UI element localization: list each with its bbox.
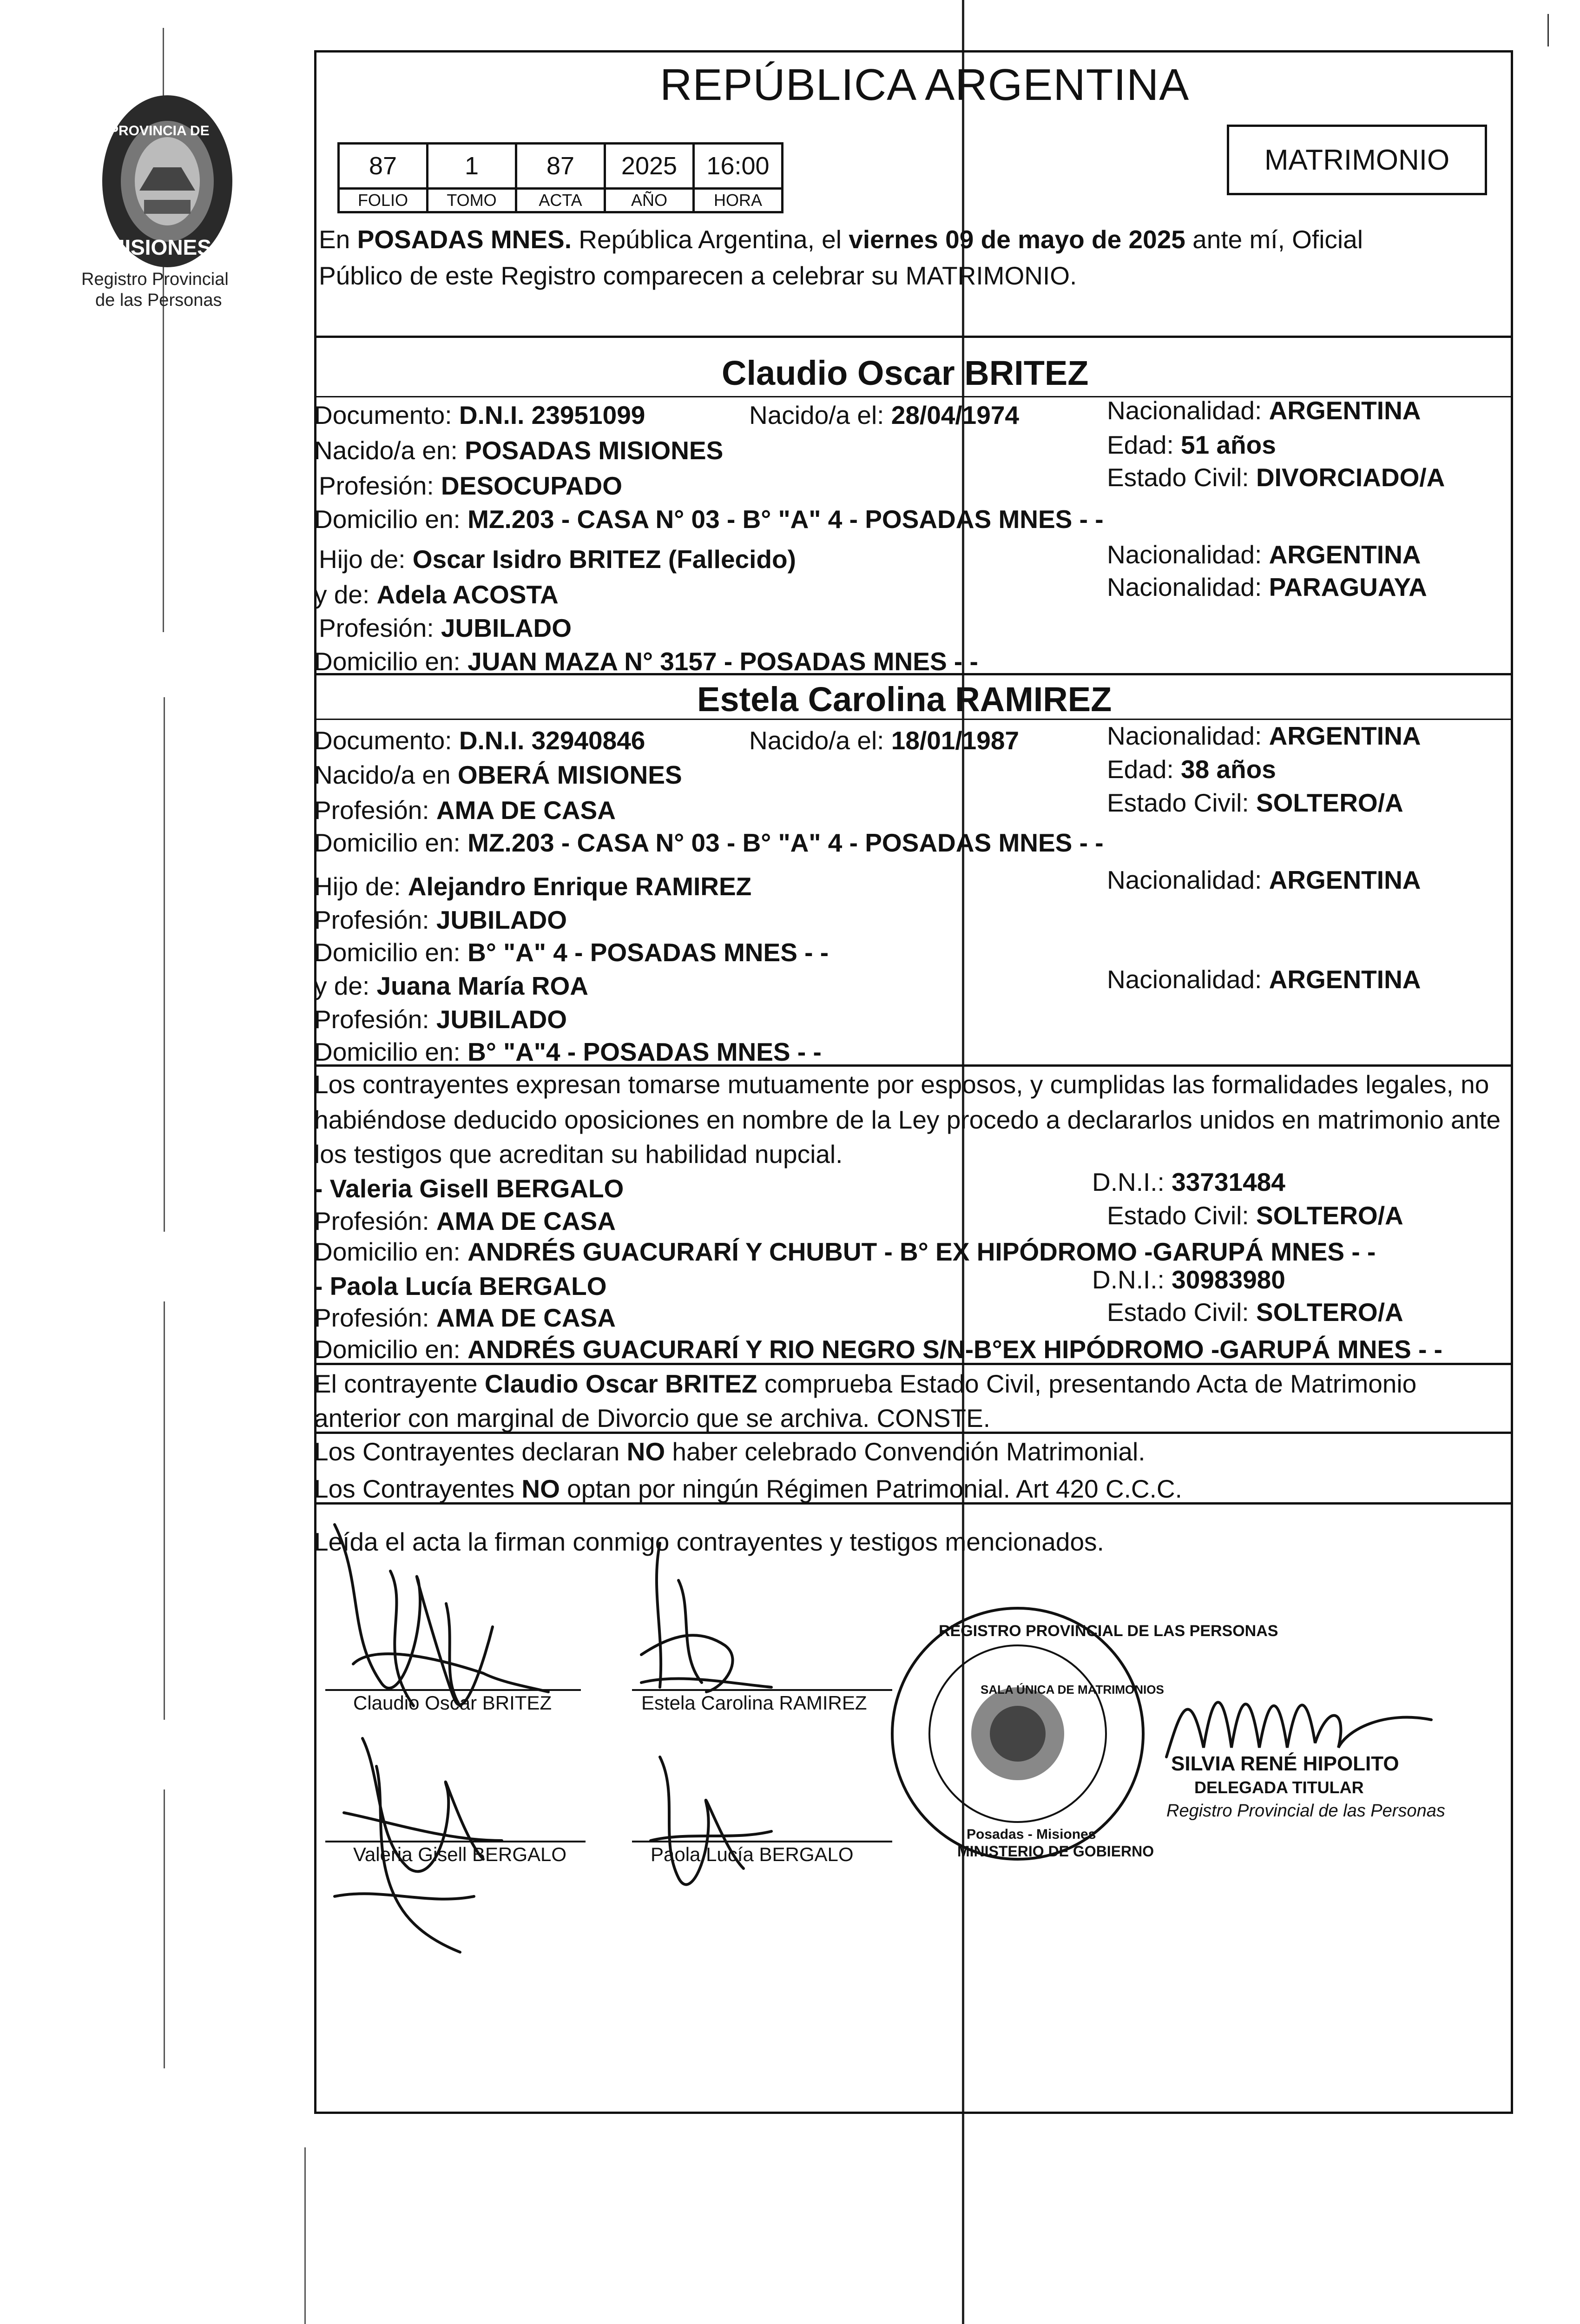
margin-line <box>304 2147 306 2324</box>
groom-father: Hijo de: Oscar Isidro BRITEZ (Fallecido) <box>319 545 796 574</box>
divider <box>314 1363 1513 1365</box>
officer-name: SILVIA RENÉ HIPOLITO <box>1171 1752 1399 1775</box>
divider <box>314 673 1513 675</box>
tomo-label: TOMO <box>428 189 516 212</box>
margin-line <box>164 1301 165 1720</box>
groom-mother: y de: Adela ACOSTA <box>314 580 559 609</box>
seal-caption-1: Registro Provincial <box>81 270 229 289</box>
intro-line-1: En POSADAS MNES. República Argentina, el viernes 09 de mayo de 2025 ante mí, Oficial <box>319 225 1363 254</box>
groom-nationality: Nacionalidad: ARGENTINA <box>1107 396 1421 425</box>
bride-father-nationality: Nacionalidad: ARGENTINA <box>1107 865 1421 894</box>
seal-caption-2: de las Personas <box>95 290 222 310</box>
witness-2-signature-label: Paola Lucía BERGALO <box>651 1843 854 1865</box>
bride-address: Domicilio en: MZ.203 - CASA N° 03 - B° "A" 4 - POSADAS MNES - - <box>314 828 1104 857</box>
witness-1-civil-status: Estado Civil: SOLTERO/A <box>1107 1201 1403 1230</box>
folio-label: FOLIO <box>339 189 428 212</box>
bride-nationality: Nacionalidad: ARGENTINA <box>1107 721 1421 750</box>
witness-2-dni: D.N.I.: 30983980 <box>1092 1265 1285 1294</box>
groom-signature-label: Claudio Oscar BRITEZ <box>353 1692 552 1714</box>
declaration-line-1: Los contrayentes expresan tomarse mutuamente por esposos, y cumplidas las formalidades legales, no <box>314 1070 1489 1099</box>
bride-signature-label: Estela Carolina RAMIREZ <box>641 1692 867 1714</box>
witness-2-civil-status: Estado Civil: SOLTERO/A <box>1107 1298 1403 1327</box>
bride-mother-profession: Profesión: JUBILADO <box>314 1005 567 1034</box>
convention-line-2: Los Contrayentes NO optan por ningún Régimen Patrimonial. Art 420 C.C.C. <box>314 1474 1182 1503</box>
registry-seal-bottom-text: MINISTERIO DE GOBIERNO <box>957 1843 1154 1860</box>
convention-line-1: Los Contrayentes declaran NO haber celebrado Convención Matrimonial. <box>314 1437 1146 1466</box>
registry-seal-city: Posadas - Misiones <box>967 1827 1096 1842</box>
bride-civil-status: Estado Civil: SOLTERO/A <box>1107 788 1403 817</box>
anio-label: AÑO <box>605 189 694 212</box>
witness-2-address: Domicilio en: ANDRÉS GUACURARÍ Y RIO NEGRO S/N-B°EX HIPÓDROMO -GARUPÁ MNES - - <box>314 1335 1442 1364</box>
bride-birthplace: Nacido/a en OBERÁ MISIONES <box>314 760 682 789</box>
folio-value: 87 <box>339 144 428 189</box>
civil-status-note-line-1: El contrayente Claudio Oscar BRITEZ comprueba Estado Civil, presentando Acta de Matrimonio <box>314 1369 1417 1398</box>
bride-mother-nationality: Nacionalidad: ARGENTINA <box>1107 965 1421 994</box>
hora-label: HORA <box>694 189 783 212</box>
registry-seal <box>888 1604 1148 1864</box>
acta-label: ACTA <box>516 189 605 212</box>
groom-doc: Documento: D.N.I. 23951099 <box>314 401 645 429</box>
document-title: REPÚBLICA ARGENTINA <box>660 60 1190 110</box>
closing-statement: Leída el acta la firman conmigo contrayentes y testigos mencionados. <box>314 1527 1104 1556</box>
seal-left-bottom: MISIONES <box>107 235 211 259</box>
seal-left-title: PROVINCIA DE <box>109 123 210 139</box>
witness-1-profession: Profesión: AMA DE CASA <box>314 1207 616 1235</box>
bride-doc: Documento: D.N.I. 32940846 <box>314 726 645 755</box>
handwritten-signatures <box>307 1487 911 1999</box>
tomo-value: 1 <box>428 144 516 189</box>
witness-2-profession: Profesión: AMA DE CASA <box>314 1303 616 1332</box>
witness-2-name: - Paola Lucía BERGALO <box>314 1272 607 1301</box>
bride-age: Edad: 38 años <box>1107 755 1276 784</box>
officer-office: Registro Provincial de las Personas <box>1166 1801 1445 1821</box>
groom-parents-address: Domicilio en: JUAN MAZA N° 3157 - POSADAS MNES - - <box>314 647 978 676</box>
intro-line-2: Público de este Registro comparecen a celebrar su MATRIMONIO. <box>319 261 1077 290</box>
bride-father: Hijo de: Alejandro Enrique RAMIREZ <box>314 872 752 901</box>
witness-1-name: - Valeria Gisell BERGALO <box>314 1174 624 1203</box>
groom-father-nationality: Nacionalidad: ARGENTINA <box>1107 540 1421 569</box>
divider <box>314 1064 1513 1067</box>
bride-father-address: Domicilio en: B° "A" 4 - POSADAS MNES - - <box>314 938 829 967</box>
margin-line <box>164 697 165 1232</box>
register-meta-table <box>337 142 783 213</box>
margin-mark <box>1547 14 1549 46</box>
witness-1-dni: D.N.I.: 33731484 <box>1092 1168 1285 1196</box>
declaration-line-3: los testigos que acreditan su habilidad nupcial. <box>314 1140 843 1169</box>
groom-name: Claudio Oscar BRITEZ <box>722 354 1089 392</box>
anio-value: 2025 <box>605 144 694 189</box>
act-type-box: MATRIMONIO <box>1227 125 1487 195</box>
groom-birthplace: Nacido/a en: POSADAS MISIONES <box>314 436 724 465</box>
witness-1-address: Domicilio en: ANDRÉS GUACURARÍ Y CHUBUT - B° EX HIPÓDROMO -GARUPÁ MNES - - <box>314 1237 1376 1266</box>
bride-name: Estela Carolina RAMIREZ <box>697 680 1112 719</box>
officer-role: DELEGADA TITULAR <box>1194 1778 1364 1797</box>
registry-seal-inner-text: SALA ÚNICA DE MATRIMONIOS <box>981 1683 1164 1697</box>
acta-value: 87 <box>516 144 605 189</box>
hora-value: 16:00 <box>694 144 783 189</box>
bride-birth: Nacido/a el: 18/01/1987 <box>749 726 1020 755</box>
bride-profession: Profesión: AMA DE CASA <box>314 796 616 825</box>
groom-parents-profession: Profesión: JUBILADO <box>319 614 572 642</box>
bride-mother-address: Domicilio en: B° "A"4 - POSADAS MNES - - <box>314 1037 822 1066</box>
witness-1-signature-label: Valeria Gisell BERGALO <box>353 1843 567 1865</box>
registry-seal-outer-text: REGISTRO PROVINCIAL DE LAS PERSONAS <box>939 1622 1278 1640</box>
groom-profession: Profesión: DESOCUPADO <box>319 471 623 500</box>
groom-civil-status: Estado Civil: DIVORCIADO/A <box>1107 463 1445 492</box>
groom-birth: Nacido/a el: 28/04/1974 <box>749 401 1020 429</box>
bride-mother: y de: Juana María ROA <box>314 971 588 1000</box>
groom-age: Edad: 51 años <box>1107 430 1276 459</box>
divider <box>314 1432 1513 1434</box>
groom-address: Domicilio en: MZ.203 - CASA N° 03 - B° "A" 4 - POSADAS MNES - - <box>314 505 1104 534</box>
divider <box>314 336 1513 338</box>
bride-father-profession: Profesión: JUBILADO <box>314 905 567 934</box>
groom-mother-nationality: Nacionalidad: PARAGUAYA <box>1107 573 1427 601</box>
declaration-line-2: habiéndose deducido oposiciones en nombre de la Ley procedo a declararlos unidos en matrimonio ante <box>314 1105 1501 1134</box>
divider <box>314 719 1513 720</box>
margin-line <box>164 1789 165 2068</box>
civil-status-note-line-2: anterior con marginal de Divorcio que se archiva. CONSTE. <box>314 1404 991 1433</box>
